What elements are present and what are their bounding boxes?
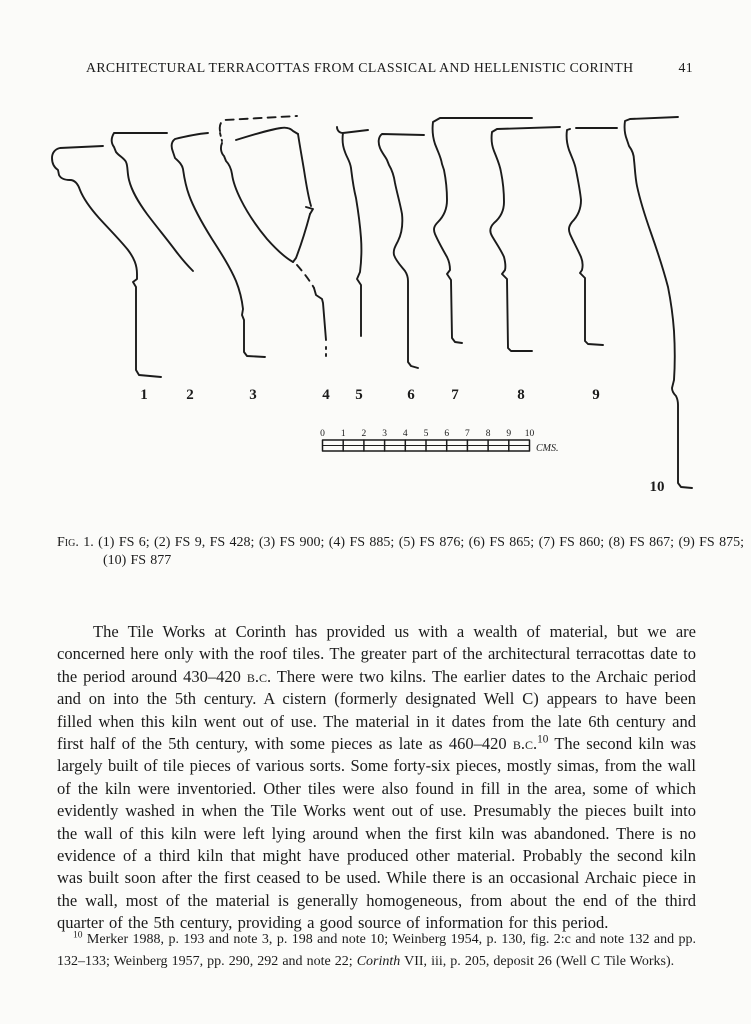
- footnote-10: $^{10}$ Merker 1988, p. 193 and note 3, p. 198 and note 10; Weinberg 1954, p. 130, fig. 2:c and note 132 and pp. 132–133; Weinberg 1957, pp. 290, 292 and note 22; Corinth VII, iii, p. 205, deposit 26 (Well C Tile Works).: [57, 930, 696, 969]
- profile-label-6: 6: [407, 387, 415, 403]
- profile-4-drawing: [220, 116, 326, 361]
- scale-tick-4: 4: [402, 429, 408, 439]
- profile-10-path: [625, 117, 692, 488]
- profile-1-drawing: [52, 146, 161, 377]
- scale-tick-7: 7: [465, 429, 470, 439]
- profile-label-1: 1: [140, 387, 148, 403]
- profile-6-drawing: [379, 134, 424, 368]
- profile-4-tail-path: [314, 288, 326, 340]
- scale-tick-0: 0: [320, 429, 325, 439]
- profile-4-dashdot-path: [220, 133, 222, 141]
- profile-8-drawing: [490, 127, 560, 351]
- scale-tick-8: 8: [485, 429, 491, 439]
- profile-5-drawing: [337, 127, 368, 336]
- profile-4-face-path: [221, 143, 293, 262]
- page-number: 41: [678, 60, 693, 75]
- profile-8-path: [490, 127, 560, 351]
- scale-tick-3: 3: [382, 429, 387, 439]
- profile-4-back-edge-path: [298, 134, 311, 206]
- profile-7-path: [433, 118, 532, 343]
- profile-label-9: 9: [592, 387, 600, 403]
- scale-tick-5: 5: [423, 429, 429, 439]
- scale-tick-10: 10: [524, 429, 535, 439]
- scale-tick-6: 6: [444, 429, 450, 439]
- scale-unit-label: CMS.: [536, 443, 559, 454]
- profile-9-path: [567, 128, 617, 345]
- profile-label-10: 10: [649, 479, 665, 495]
- profile-3-path: [172, 133, 265, 357]
- profile-label-3: 3: [249, 387, 257, 403]
- profile-4-break-edge-path: [293, 214, 310, 262]
- profile-5-path: [337, 127, 368, 336]
- running-head-title: ARCHITECTURAL TERRACOTTAS FROM CLASSICAL AND HELLENISTIC CORINTH: [86, 60, 634, 75]
- profile-7-drawing: [433, 118, 532, 343]
- scale-bar: [323, 440, 530, 451]
- profile-number-labels: [140, 387, 664, 495]
- profile-6-path: [379, 134, 424, 368]
- profile-label-8: 8: [517, 387, 525, 403]
- profile-1-path: [52, 146, 161, 377]
- profile-9-drawing: [567, 128, 617, 345]
- figure-caption: Fig. 1. (1) FS 6; (2) FS 9, FS 428; (3) FS 900; (4) FS 885; (5) FS 876; (6) FS 865; (7) FS 860; (8) FS 867; (9) FS 875; (10) FS 877: [57, 535, 744, 568]
- profile-4-top-path: [236, 128, 298, 140]
- profile-label-7: 7: [451, 387, 459, 403]
- scale-tick-2: 2: [361, 429, 367, 439]
- profile-4-notch-path: [306, 207, 313, 214]
- profile-label-5: 5: [355, 387, 363, 403]
- scale-tick-1: 1: [340, 429, 346, 439]
- profile-2-path: [112, 133, 193, 271]
- profile-label-2: 2: [186, 387, 194, 403]
- scale-tick-9: 9: [506, 429, 512, 439]
- profile-label-4: 4: [322, 387, 330, 403]
- profile-10-drawing: [625, 117, 692, 488]
- profile-2-drawing: [112, 133, 193, 271]
- profile-3-drawing: [172, 133, 265, 357]
- profile-4-restored-top-path: [220, 116, 297, 131]
- body-paragraph: The Tile Works at Corinth has provided us with a wealth of material, but we are concerned here only with the roof tiles. The greater part of the architectural terracottas date to the period around 430–420 b.c. There were two kilns. The earlier dates to the Archaic period and on into the 5th century. A cistern (formerly designated Well C) appears to have been filled when this kiln went out of use. The material in it dates from the late 6th century and first half of the 5th century, with some pieces as late as 460–420 b.c.$^{10}$ The second kiln was largely built of tile pieces of various sorts. Some forty-six pieces, mostly simas, from the wall of the kiln were inventoried. Other tiles were also found in fill in the area, some of which evidently washed in when the Tile Works went out of use. Presumably the pieces built into the wall of this kiln were left lying around when the first kiln was abandoned. There is no evidence of a third kiln that might have produced other material. Probably the second kiln was built soon after the first ceased to be used. While there is an occasional Archaic piece in the wall, most of the material is generally homogeneous, from about the end of the third quarter of the 5th century, providing a good source of information for this period.: [57, 622, 697, 933]
- profile-4-restored-face-path: [297, 265, 314, 288]
